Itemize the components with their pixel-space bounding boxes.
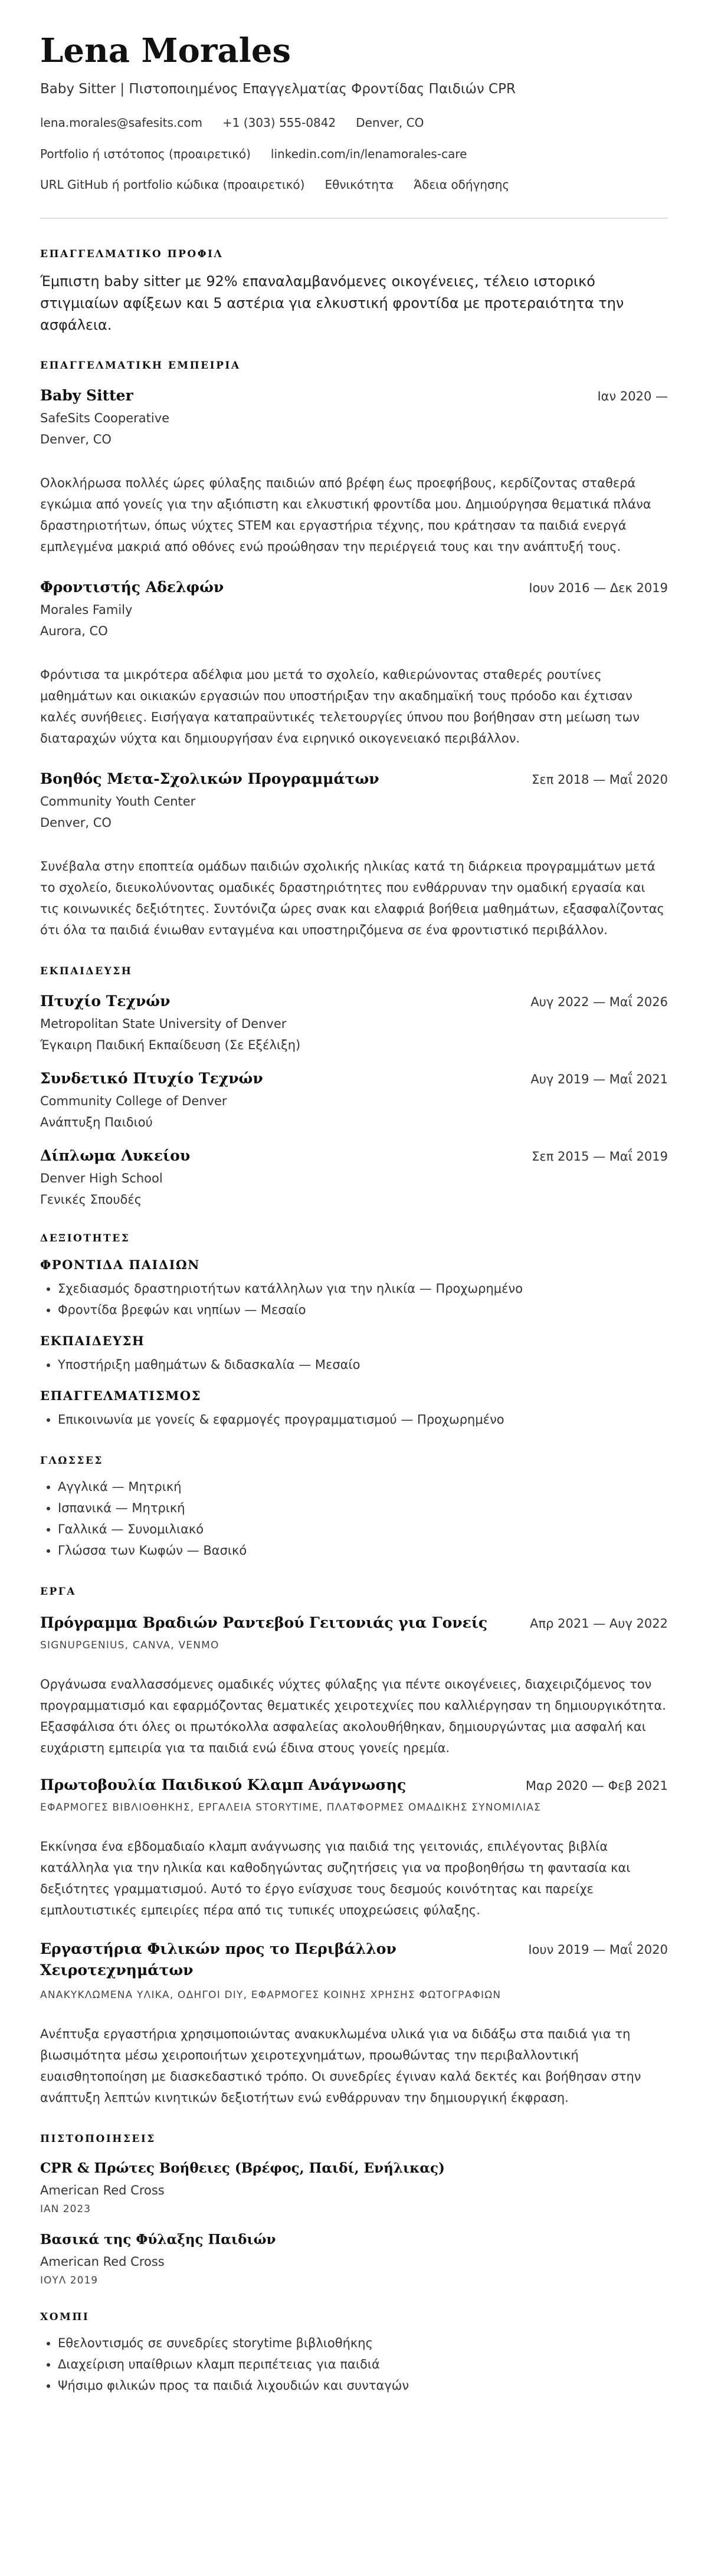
summary-heading: ΕΠΑΓΓΕΛΜΑΤΙΚΟ ΠΡΟΦΙΛ: [40, 248, 224, 260]
project-date: Απρ 2021 — Αυγ 2022: [530, 1616, 668, 1631]
project-entry: [40, 1776, 668, 1921]
degree-field: Γενικές Σπουδές: [40, 1192, 142, 1207]
skill-item: • Φροντίδα βρεφών και νηπίων — Μεσαίο: [58, 1299, 668, 1320]
education-section: [40, 965, 668, 1207]
certification-date: ΙΟΥΛ 2019: [40, 2275, 99, 2286]
phone-number[interactable]: +1 (303) 555-0842: [222, 116, 336, 130]
language-item: • Ισπανικά — Μητρική: [58, 1497, 668, 1519]
project-entry: [40, 1614, 668, 1759]
skill-list: [40, 1409, 668, 1430]
job-description: Φρόντισα τα μικρότερα αδέλφια μου μετά το σχολείο, καθιερώνοντας σταθερές ρουτίνες μαθημάτων και οικιακών εργασιών που υποστήριξαν την ακαδημαϊκή τους πρόοδο και έχτισαν καλές συνήθειες. Εισήγαγα καταπραϋντικές τελετουργίες ύπνου που βοήθησαν στη μείωση των διαταραχών νύχτα και δημιουργήσαν ένα ειρηνικό οικογενειακό περιβάλλον.: [40, 668, 640, 745]
language-item: • Αγγλικά — Μητρική: [58, 1476, 668, 1497]
job-company: Morales Family: [40, 603, 133, 617]
location-text: Denver, CO: [356, 116, 424, 130]
project-date: Μαρ 2020 — Φεβ 2021: [525, 1779, 668, 1793]
experience-entry: [40, 770, 668, 941]
degree-field: Ανάπτυξη Παιδιού: [40, 1115, 153, 1129]
skill-list: [40, 1278, 668, 1320]
job-date: Σεπ 2018 — Μαΐ 2020: [532, 773, 668, 787]
skills-heading: ΔΕΞΙΟΤΗΤΕΣ: [40, 1233, 130, 1244]
school-name: Community College of Denver: [40, 1094, 227, 1108]
job-company: SafeSits Cooperative: [40, 411, 170, 425]
hobby-list: [40, 2332, 668, 2396]
certification-name: CPR & Πρώτες Βοήθειες (Βρέφος, Παιδί, Ενήλικας): [40, 2160, 445, 2176]
summary-text: Έμπιστη baby sitter με 92% επαναλαμβανόμενες οικογένειες, τέλειο ιστορικό στιγμιαίων αφίξεων και 5 αστέρια για ελκυστική φροντίδα με προτεραιότητα την ασφάλεια.: [40, 273, 624, 333]
skill-item: • Επικοινωνία με γονείς & εφαρμογές προγραμματισμού — Προχωρημένο: [58, 1409, 668, 1430]
certification-issuer: American Red Cross: [40, 2183, 165, 2197]
header-divider: [40, 218, 668, 219]
github-link[interactable]: URL GitHub ή portfolio κώδικα (προαιρετικό): [40, 178, 305, 192]
certification-entry: [40, 2160, 668, 2215]
degree-title: Δίπλωμα Λυκείου: [40, 1147, 191, 1164]
candidate-name: Lena Morales: [40, 31, 291, 70]
degree-date: Σεπ 2015 — Μαΐ 2019: [532, 1149, 668, 1164]
job-location: Denver, CO: [40, 816, 112, 830]
education-entry: [40, 993, 668, 1052]
certification-date: ΙΑΝ 2023: [40, 2203, 91, 2215]
hobby-item: • Εθελοντισμός σε συνεδρίες storytime βιβλιοθήκης: [58, 2332, 668, 2354]
degree-title: Πτυχίο Τεχνών: [40, 993, 171, 1010]
portfolio-link[interactable]: Portfolio ή ιστότοπος (προαιρετικό): [40, 147, 251, 161]
degree-date: Αυγ 2019 — Μαΐ 2021: [530, 1072, 668, 1086]
degree-title: Συνδετικό Πτυχίο Τεχνών: [40, 1070, 263, 1087]
candidate-headline: Baby Sitter | Πιστοποιημένος Επαγγελματίας Φροντίδας Παιδιών CPR: [40, 81, 516, 97]
project-name: Πρόγραμμα Βραδιών Ραντεβού Γειτονιάς για Γονείς: [40, 1614, 488, 1631]
experience-entry: [40, 387, 668, 557]
resume-header: [40, 31, 668, 192]
languages-section: [40, 1455, 668, 1561]
skills-section: [40, 1233, 668, 1430]
project-entry: [40, 1938, 668, 2108]
job-description: Συνέβαλα στην εποπτεία ομάδων παιδιών σχολικής ηλικίας κατά τη διάρκεια προγραμμάτων μετά το σχολείο, διευκολύνοντας ομαδικές δραστηριότητες που ενθάρρυναν την ομαδική εργασία και τις κοινωνικές δεξιότητες. Συντόνιζα ώρες σνακ και ελαφριά βοήθεια μαθημάτων, εξασφαλίζοντας ότι όλα τα παιδιά ένιωθαν ενταγμένα και υποστηριζόμενα σε ένα φροντιστικό περιβάλλον.: [40, 859, 665, 937]
license-text: Άδεια οδήγησης: [414, 178, 510, 192]
project-date: Ιουν 2019 — Μαΐ 2020: [528, 1943, 668, 1957]
certification-entry: [40, 2232, 668, 2286]
experience-section: [40, 360, 668, 941]
languages-heading: ΓΛΩΣΣΕΣ: [40, 1455, 103, 1467]
projects-section: [40, 1586, 668, 2108]
job-date: Ιαν 2020 —: [597, 389, 668, 403]
nationality-text: Εθνικότητα: [324, 178, 394, 192]
skill-list: [40, 1354, 668, 1375]
education-heading: ΕΚΠΑΙΔΕΥΣΗ: [40, 965, 133, 977]
school-name: Denver High School: [40, 1171, 163, 1185]
language-item: • Γαλλικά — Συνομιλιακό: [58, 1519, 668, 1540]
hobbies-heading: ΧΟΜΠΙ: [40, 2311, 90, 2323]
job-date: Ιουν 2016 — Δεκ 2019: [529, 581, 668, 595]
job-company: Community Youth Center: [40, 794, 196, 809]
job-location: Aurora, CO: [40, 624, 108, 638]
summary-section: [40, 248, 668, 336]
skill-item: • Υποστήριξη μαθημάτων & διδασκαλία — Μεσαίο: [58, 1354, 668, 1375]
language-item: • Γλώσσα των Κωφών — Βασικό: [58, 1540, 668, 1561]
job-description: Ολοκλήρωσα πολλές ώρες φύλαξης παιδιών από βρέφη έως προεφήβους, κερδίζοντας σταθερά εγκώμια από γονείς για την αξιόπιστη και ελκυστική φροντίδα μου. Δημιούργησα θεματικά πλάνα δραστηριοτήτων, όπως νύχτες STEM και εργαστήρια τέχνης, που κράτησαν τα παιδιά ενεργά εμπλεγμένα μακριά από οθόνες ενώ προώθησαν την περιέργειά τους και την ανάπτυξή τους.: [40, 476, 651, 554]
certification-issuer: American Red Cross: [40, 2255, 165, 2269]
job-location: Denver, CO: [40, 432, 112, 446]
links-row: [40, 147, 668, 161]
project-name: Πρωτοβουλία Παιδικού Κλαμπ Ανάγνωσης: [40, 1776, 407, 1793]
project-description: Οργάνωσα εναλλασσόμενες ομαδικές νύχτες φύλαξης για πέντε οικογένειες, διαχειριζόμενος τον προγραμματισμό και εφαρμόζοντας θεματικές χειροτεχνίες που καλλιέργησαν τη δημιουργικότητα. Εξασφάλισα ότι όλες οι πρωτόκολλα ασφαλείας ακολουθήθηκαν, δημιουργώντας μια ασφαλή και ευχάριστη εμπειρία για τα παιδιά ενώ έδινα στους γονείς ηρεμία.: [40, 1677, 666, 1755]
certifications-heading: ΠΙΣΤΟΠΟΙΗΣΕΙΣ: [40, 2133, 156, 2145]
project-tech: ΑΝΑΚΥΚΛΩΜΕΝΑ ΥΛΙΚΑ, ΟΔΗΓΟΙ DIY, ΕΦΑΡΜΟΓΕΣ ΚΟΙΝΗΣ ΧΡΗΣΗΣ ΦΩΤΟΓΡΑΦΙΩΝ: [40, 1989, 502, 2001]
experience-entry: [40, 579, 668, 749]
job-title: Baby Sitter: [40, 387, 133, 404]
education-entry: [40, 1147, 668, 1207]
experience-heading: ΕΠΑΓΓΕΛΜΑΤΙΚΗ ΕΜΠΕΙΡΙΑ: [40, 360, 241, 372]
skill-group: [40, 1333, 668, 1375]
job-title: Βοηθός Μετα-Σχολικών Προγραμμάτων: [40, 770, 379, 787]
project-tech: SIGNUPGENIUS, CANVA, VENMO: [40, 1639, 219, 1651]
skill-category: ΦΡΟΝΤΙΔΑ ΠΑΙΔΙΩΝ: [40, 1257, 200, 1272]
skill-category: ΕΠΑΓΓΕΛΜΑΤΙΣΜΟΣ: [40, 1388, 201, 1403]
job-title: Φροντιστής Αδελφών: [40, 579, 224, 596]
school-name: Metropolitan State University of Denver: [40, 1017, 287, 1031]
project-tech: ΕΦΑΡΜΟΓΕΣ ΒΙΒΛΙΟΘΗΚΗΣ, ΕΡΓΑΛΕΙΑ STORYTIME, ΠΛΑΤΦΟΡΜΕΣ ΟΜΑΔΙΚΗΣ ΣΥΝΟΜΙΛΙΑΣ: [40, 1802, 542, 1813]
projects-heading: ΕΡΓΑ: [40, 1586, 76, 1598]
certifications-section: [40, 2133, 668, 2286]
project-description: Εκκίνησα ένα εβδομαδιαίο κλαμπ ανάγνωσης για παιδιά της γειτονιάς, επιλέγοντας βιβλία κατάλληλα για την ηλικία και καθοδηγώντας συζητήσεις για να προβοηθήσω τη φαντασία και δεξιότητες γραμματισμού. Αυτό το έργο ενίσχυσε τους δεσμούς κοινότητας και παρείχε εμπλουτιστικές εμπειρίες πέρα από τις τυπικές υποχρεώσεις φύλαξης.: [40, 1839, 631, 1917]
hobbies-section: [40, 2311, 668, 2396]
skill-group: [40, 1388, 668, 1430]
email-link[interactable]: lena.morales@safesits.com: [40, 116, 202, 130]
skill-group: [40, 1257, 668, 1320]
project-description: Ανέπτυξα εργαστήρια χρησιμοποιώντας ανακυκλωμένα υλικά για να διδάξω στα παιδιά για τη βιωσιμότητα μέσω χειροποιήτων χειροτεχνημάτων, προωθώντας την περιβαλλοντική ευαισθητοποίηση με διασκεδαστικό τρόπο. Οι συνεδρίες έγιναν καλά δεκτές και βοήθησαν στην ανάπτυξη λεπτών κινητικών δεξιοτήτων ενώ ενθάρρυναν την δημιουργική έκφραση.: [40, 2027, 641, 2105]
skill-item: • Σχεδιασμός δραστηριοτήτων κατάλληλων για την ηλικία — Προχωρημένο: [58, 1278, 668, 1299]
contact-row: [40, 116, 668, 130]
extra-row: [40, 178, 668, 192]
degree-date: Αυγ 2022 — Μαΐ 2026: [530, 995, 668, 1009]
degree-field: Έγκαιρη Παιδική Εκπαίδευση (Σε Εξέλιξη): [40, 1038, 301, 1052]
hobby-item: • Ψήσιμο φιλικών προς τα παιδιά λιχουδιών και συνταγών: [58, 2375, 668, 2396]
linkedin-link[interactable]: linkedin.com/in/lenamorales-care: [270, 147, 467, 161]
project-name: Εργαστήρια Φιλικών προς το Περιβάλλον Χειροτεχνημάτων: [40, 1940, 396, 1979]
certification-name: Βασικά της Φύλαξης Παιδιών: [40, 2232, 276, 2248]
hobby-item: • Διαχείριση υπαίθριων κλαμπ περιπέτειας για παιδιά: [58, 2354, 668, 2375]
language-list: [40, 1476, 668, 1561]
education-entry: [40, 1070, 668, 1129]
skill-category: ΕΚΠΑΙΔΕΥΣΗ: [40, 1333, 145, 1348]
